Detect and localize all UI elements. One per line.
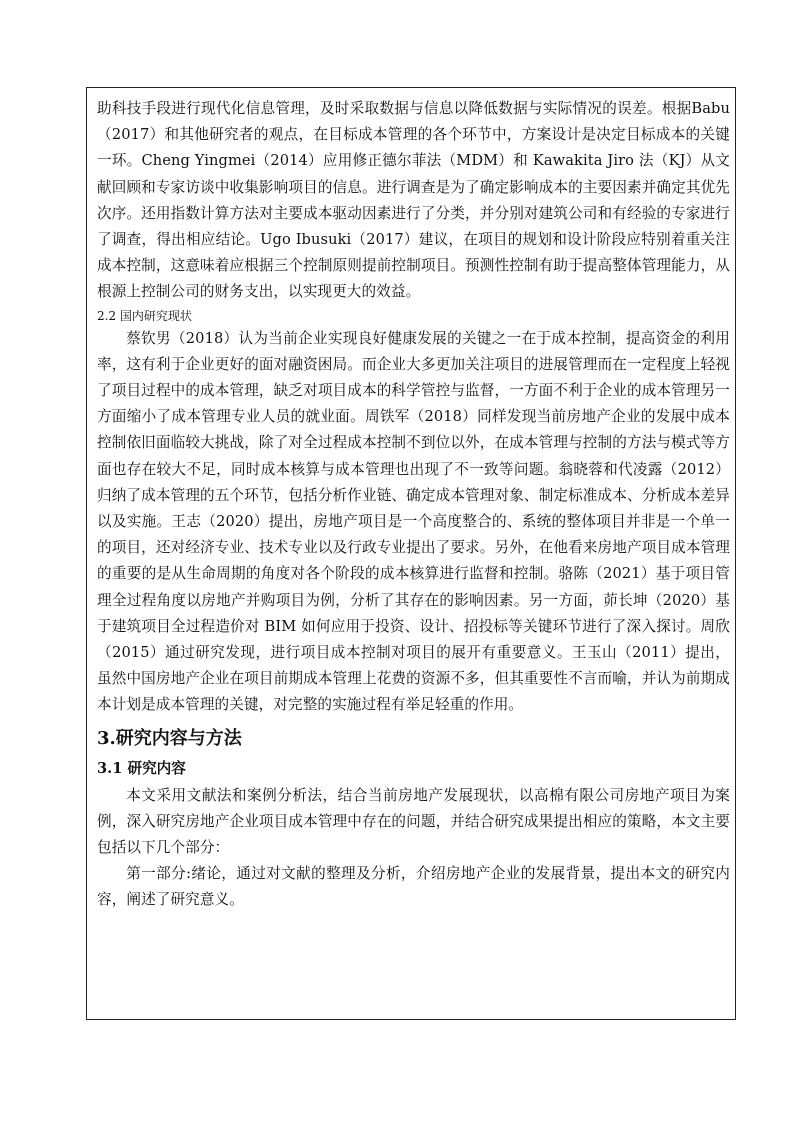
domestic-research-heading: 2.2 国内研究现状 bbox=[97, 308, 192, 323]
domestic-research-paragraph: 蔡钦男（2018）认为当前企业实现良好健康发展的关键之一在于成本控制，提高资金的利用率，这有利于企业更好的面对融资困局。而企业大多更加关注项目的进展管理而在一定程度上轻视了项目过程中的成本管理，缺乏对项目成本的科学管控与监督，一方面不利于企业的成本管理另一方面缩小了成本管理专业人员的就业面。周铁军（2018）同样发现当前房地产企业的发展中成本控制依旧面临较大挑战，除了对全过程成本控制不到位以外，在成本管理与控制的方法与模式等方面也存在较大不足，同时成本核算与成本管理也出现了不一致等问题。翁晓蓉和代凌露（2012）归纳了成本管理的五个环节，包括分析作业链、确定成本管理对象、制定标准成本、分析成本差异以及实施。王志（2020）提出，房地产项目是一个高度整合的、系统的整体项目并非是一个单一的项目，还对经济专业、技术专业以及行政专业提出了要求。另外，在他看来房地产项目成本管理的重要的是从生命周期的角度对各个阶段的成本核算进行监督和控制。骆陈（2021）基于项目管理全过程角度以房地产并购项目为例，分析了其存在的影响因素。另一方面，茆长坤（2020）基于建筑项目全过程造价对 BIM 如何应用于投资、设计、招投标等关键环节进行了深入探讨。周欣（2015）通过研究发现，进行项目成本控制对项目的展开有重要意义。王玉山（2011）提出，虽然中国房地产企业在项目前期成本管理上花费的资源不多，但其重要性不言而喻，并认为前期成本计划是成本管理的关键，对完整的实施过程有举足轻重的作用。 bbox=[97, 329, 730, 714]
research-content-paragraph: 本文采用文献法和案例分析法，结合当前房地产发展现状，以高棉有限公司房地产项目为案例，深入研究房地产企业项目成本管理中存在的问题，并结合研究成果提出相应的策略，本文主要包括以下几个部分： bbox=[97, 786, 730, 857]
section-3-1-heading: 3.1 研究内容 bbox=[97, 759, 186, 777]
section-3-heading: 3.研究内容与方法 bbox=[97, 727, 242, 749]
foreign-research-paragraph: 助科技手段进行现代化信息管理，及时采取数据与信息以降低数据与实际情况的误差。根据Babu（2017）和其他研究者的观点，在目标成本管理的各个环节中，方案设计是决定目标成本的关键一环。Cheng Yingmei（2014）应用修正德尔菲法（MDM）和 Kawakita Jiro 法（KJ）从文献回顾和专家访谈中收集影响项目的信息。进行调查是为了确定影响成本的主要因素并确定其优先次序。还用指数计算方法对主要成本驱动因素进行了分类，并分别对建筑公司和有经验的专家进行了调查，得出相应结论。Ugo Ibusuki（2017）建议，在项目的规划和设计阶段应特别着重关注成本控制，这意味着应根据三个控制原则提前控制项目。预测性控制有助于提高整体管理能力，从根源上控制公司的财务支出，以实现更大的效益。 bbox=[97, 100, 730, 301]
part-one-paragraph: 第一部分:绪论，通过对文献的整理及分析，介绍房地产企业的发展背景，提出本文的研究内容，阐述了研究意义。 bbox=[97, 865, 730, 909]
document-body bbox=[97, 96, 730, 914]
